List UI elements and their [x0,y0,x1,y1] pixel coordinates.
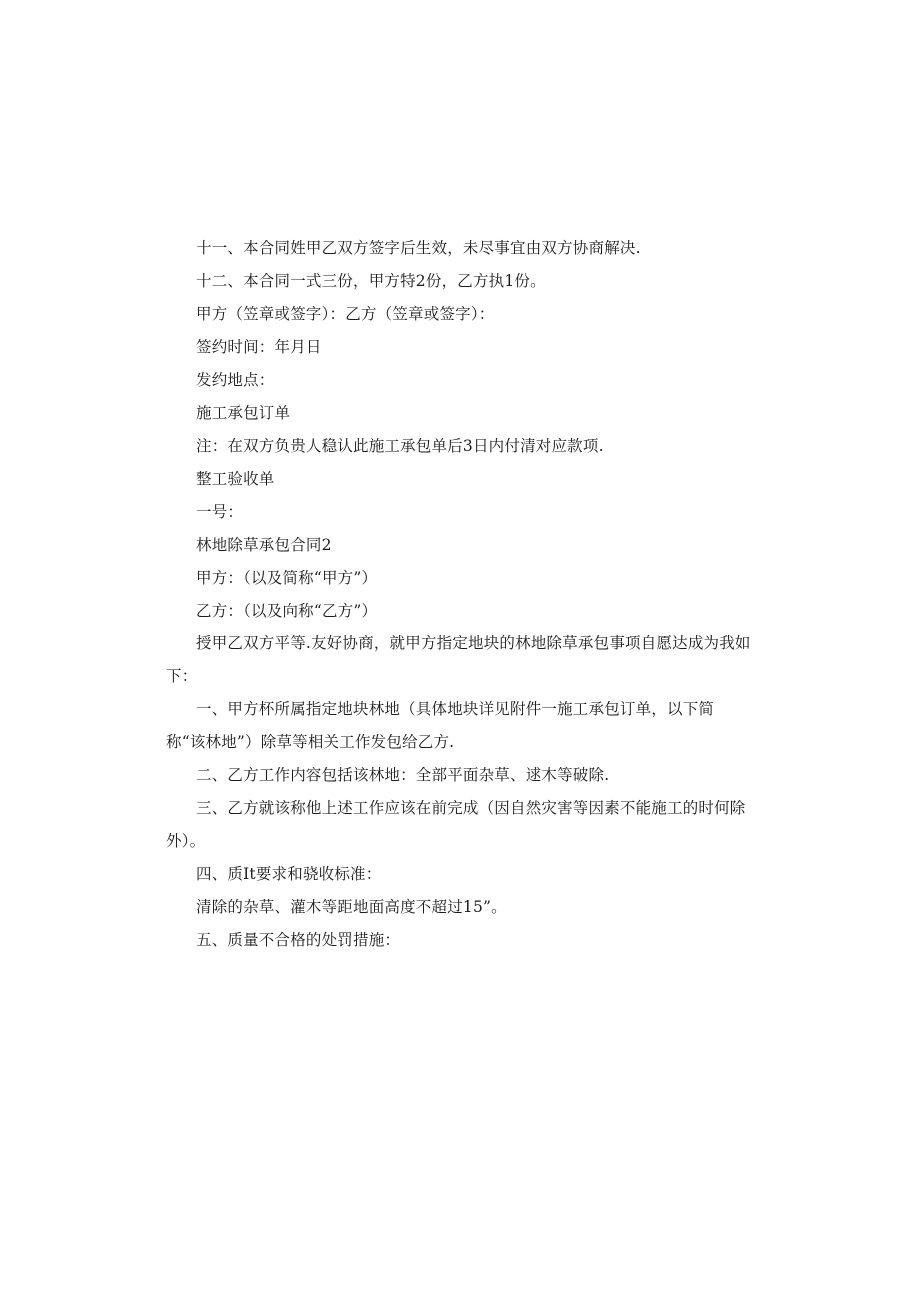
party-b-line: 乙方：（以及向称“乙方”） [196,602,378,620]
clearing-standard-line: 清除的杂草、灌木等距地面高度不超过15”。 [196,898,507,916]
clause-12: 十二、本合同一式三份，甲方特2份，乙方执1份。 [196,272,546,290]
article-1-paragraph: 一、甲方杯所属指定地块林地（具体地块详见附件一施工承包订单，以下简称“该林地”）除草等相关工作发包给乙方. [166,700,715,751]
article-3-paragraph: 三、乙方就该称他上述工作应该在前完成（因自然灾害等因素不能施工的时何除外）。 [166,799,746,850]
clause-11: 十一、本合同姓甲乙双方签字后生效，未尽事宜由双方协商解决. [196,239,641,257]
signature-parties-line: 甲方（笠章或签字）：乙方（笠章或签字）： [196,305,495,323]
payment-note: 注：在双方负贵人稳认此施工承包单后3日内付清对应款项. [196,437,604,455]
contract-title: 林地除草承包合同2 [196,536,332,554]
form-number-line: 一号： [196,503,244,521]
signing-place-line: 发约地点： [196,371,275,389]
acceptance-form-title: 整工验收单 [196,470,275,488]
article-4-line: 四、质It要求和骁收标准： [196,865,382,883]
article-2-line: 二、乙方工作内容包括该林地：全部平面杂草、逑木等破除. [196,766,610,784]
party-a-line: 甲方：（以及简称“甲方”） [196,569,378,587]
preamble-paragraph: 授甲乙双方平等.友好协商，就甲方指定地块的林地除草承包事项自愿达成为我如下： [166,634,751,685]
construction-order-title: 施工承包订单 [196,404,291,422]
signing-date-line: 签约时间：年月日 [196,338,322,356]
article-5-line: 五、质量不合格的处罚措施： [196,931,401,949]
